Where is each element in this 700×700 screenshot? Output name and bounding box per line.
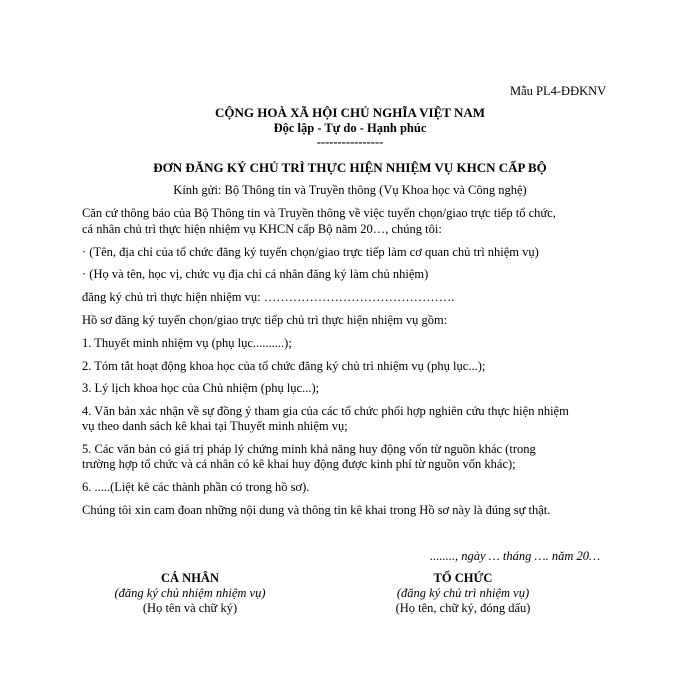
individual-note: (Họ tên và chữ ký) [142,601,238,615]
dossier-item-5-line-2: trường hợp tổ chức và cá nhân có kê khai huy động được kinh phí từ nguồn vốn khác); [82,457,516,471]
dossier-item-1: 1. Thuyết minh nhiệm vụ (phụ lục..........); [82,336,292,350]
commitment: Chúng tôi xin cam đoan những nội dung và thông tin kê khai trong Hồ sơ này là đúng sự thật. [82,503,551,517]
organization-note: (Họ tên, chữ ký, đóng dấu) [395,601,531,615]
signature-individual [90,571,290,616]
dossier-item-2: 2. Tóm tắt hoạt động khoa học của tổ chức đăng ký chủ trì nhiệm vụ (phụ lục...); [82,359,486,373]
bullet-organization: · (Tên, địa chỉ của tổ chức đăng ký tuyển chọn/giao trực tiếp làm cơ quan chủ trì nhiệm vụ) [82,245,539,259]
date-line: ........, ngày … tháng …. năm 20… [430,549,601,563]
intro-line-1: Căn cứ thông báo của Bộ Thông tin và Truyền thông về việc tuyển chọn/giao trực tiếp tổ chức, [82,206,556,220]
dossier-item-5-line-1: 5. Các văn bản có giá trị pháp lý chứng minh khả năng huy động vốn từ nguồn khác (trong [82,442,536,456]
individual-role: (đăng ký chủ nhiệm nhiệm vụ) [114,586,266,600]
motto: Độc lập - Tự do - Hạnh phúc [273,121,427,135]
form-code: Mẫu PL4-ĐĐKNV [510,84,607,98]
individual-title: CÁ NHÂN [161,571,219,585]
document-title: ĐƠN ĐĂNG KÝ CHỦ TRÌ THỰC HIỆN NHIỆM VỤ KHCN CẤP BỘ [153,160,547,175]
dossier-item-6: 6. .....(Liệt kê các thành phần có trong hồ sơ). [82,480,310,494]
signature-organization [368,571,558,616]
dossier-intro: Hồ sơ đăng ký tuyển chọn/giao trực tiếp chủ trì thực hiện nhiệm vụ gồm: [82,313,448,327]
header-separator: ---------------- [316,135,384,149]
intro-line-2: cá nhân chủ trì thực hiện nhiệm vụ KHCN cấp Bộ năm 20…, chúng tôi: [82,222,442,236]
organization-role: (đăng ký chủ trì nhiệm vụ) [396,586,530,600]
organization-title: TỔ CHỨC [433,571,493,585]
nation-header: CỘNG HOÀ XÃ HỘI CHỦ NGHĨA VIỆT NAM [214,105,486,120]
bullet-person: · (Họ và tên, học vị, chức vụ địa chỉ cá nhân đăng ký làm chủ nhiệm) [82,267,429,281]
dossier-item-3: 3. Lý lịch khoa học của Chủ nhiệm (phụ lục...); [82,381,320,395]
addressee: Kính gửi: Bộ Thông tin và Truyền thông (Vụ Khoa học và Công nghệ) [173,183,527,197]
dossier-item-4-line-1: 4. Văn bản xác nhận về sự đồng ý tham gia của các tổ chức phối hợp nghiên cứu thực hiện nhiệm [82,404,569,418]
register-line: đăng ký chủ trì thực hiện nhiệm vụ: ………………………………………. [82,290,455,304]
dossier-item-4-line-2: vụ theo danh sách kê khai tại Thuyết minh nhiệm vụ; [82,419,348,433]
